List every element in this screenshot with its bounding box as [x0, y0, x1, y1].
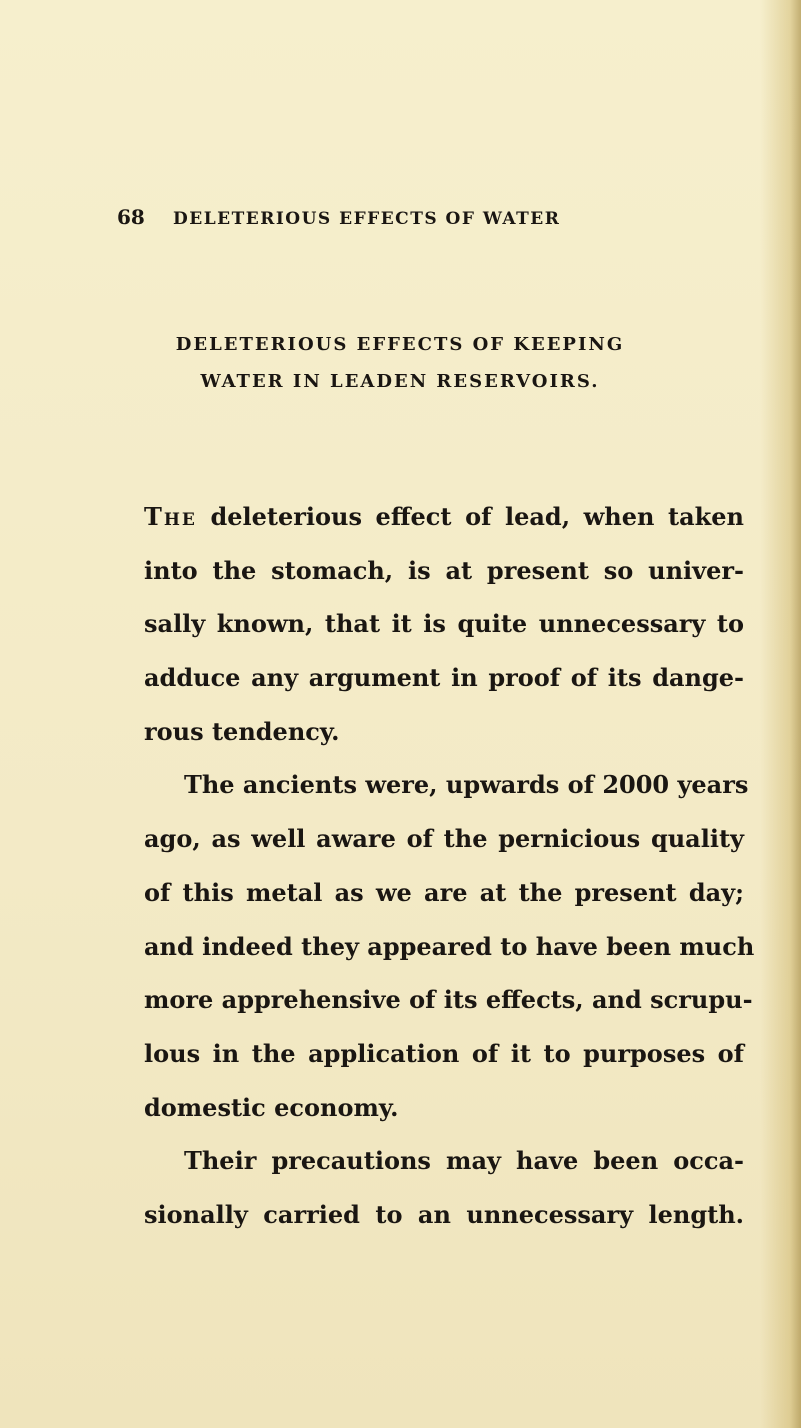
- body-line-4: adduce any argument in proof of its dange-: [144, 663, 744, 693]
- body-line-2: into the stomach, is at present so univer-: [144, 555, 744, 585]
- running-title: DELETERIOUS EFFECTS OF WATER: [173, 209, 561, 229]
- body-line-1: [144, 490, 744, 544]
- body-line-8: of this metal as we are at the present day;: [144, 877, 744, 907]
- body-line-1-text: deleterious effect of lead, when taken: [196, 502, 744, 531]
- running-head: [117, 205, 737, 229]
- body-line-13: Their precautions may have been occa-: [184, 1146, 744, 1176]
- body-line-12: domestic economy.: [144, 1092, 399, 1122]
- section-title-line-2: WATER IN LEADEN RESERVOIRS.: [200, 371, 600, 392]
- body-line-5: rous tendency.: [144, 716, 340, 746]
- page-number: 68: [117, 205, 145, 229]
- body-line-10: more apprehensive of its effects, and scrupu-: [144, 985, 753, 1015]
- body-line-9: and indeed they appeared to have been much: [144, 931, 755, 961]
- body-line-7: ago, as well aware of the pernicious quality: [144, 824, 744, 854]
- body-line-14: sionally carried to an unnecessary length.: [144, 1199, 744, 1229]
- section-title-line-1: DELETERIOUS EFFECTS OF KEEPING: [175, 334, 625, 355]
- body-text: [144, 490, 755, 1242]
- body-line-6: The ancients were, upwards of 2000 years: [184, 770, 749, 800]
- body-line-3: sally known, that it is quite unnecessary to: [144, 609, 744, 639]
- lead-word: The: [144, 502, 197, 531]
- body-line-11: lous in the application of it to purposes of: [144, 1038, 744, 1068]
